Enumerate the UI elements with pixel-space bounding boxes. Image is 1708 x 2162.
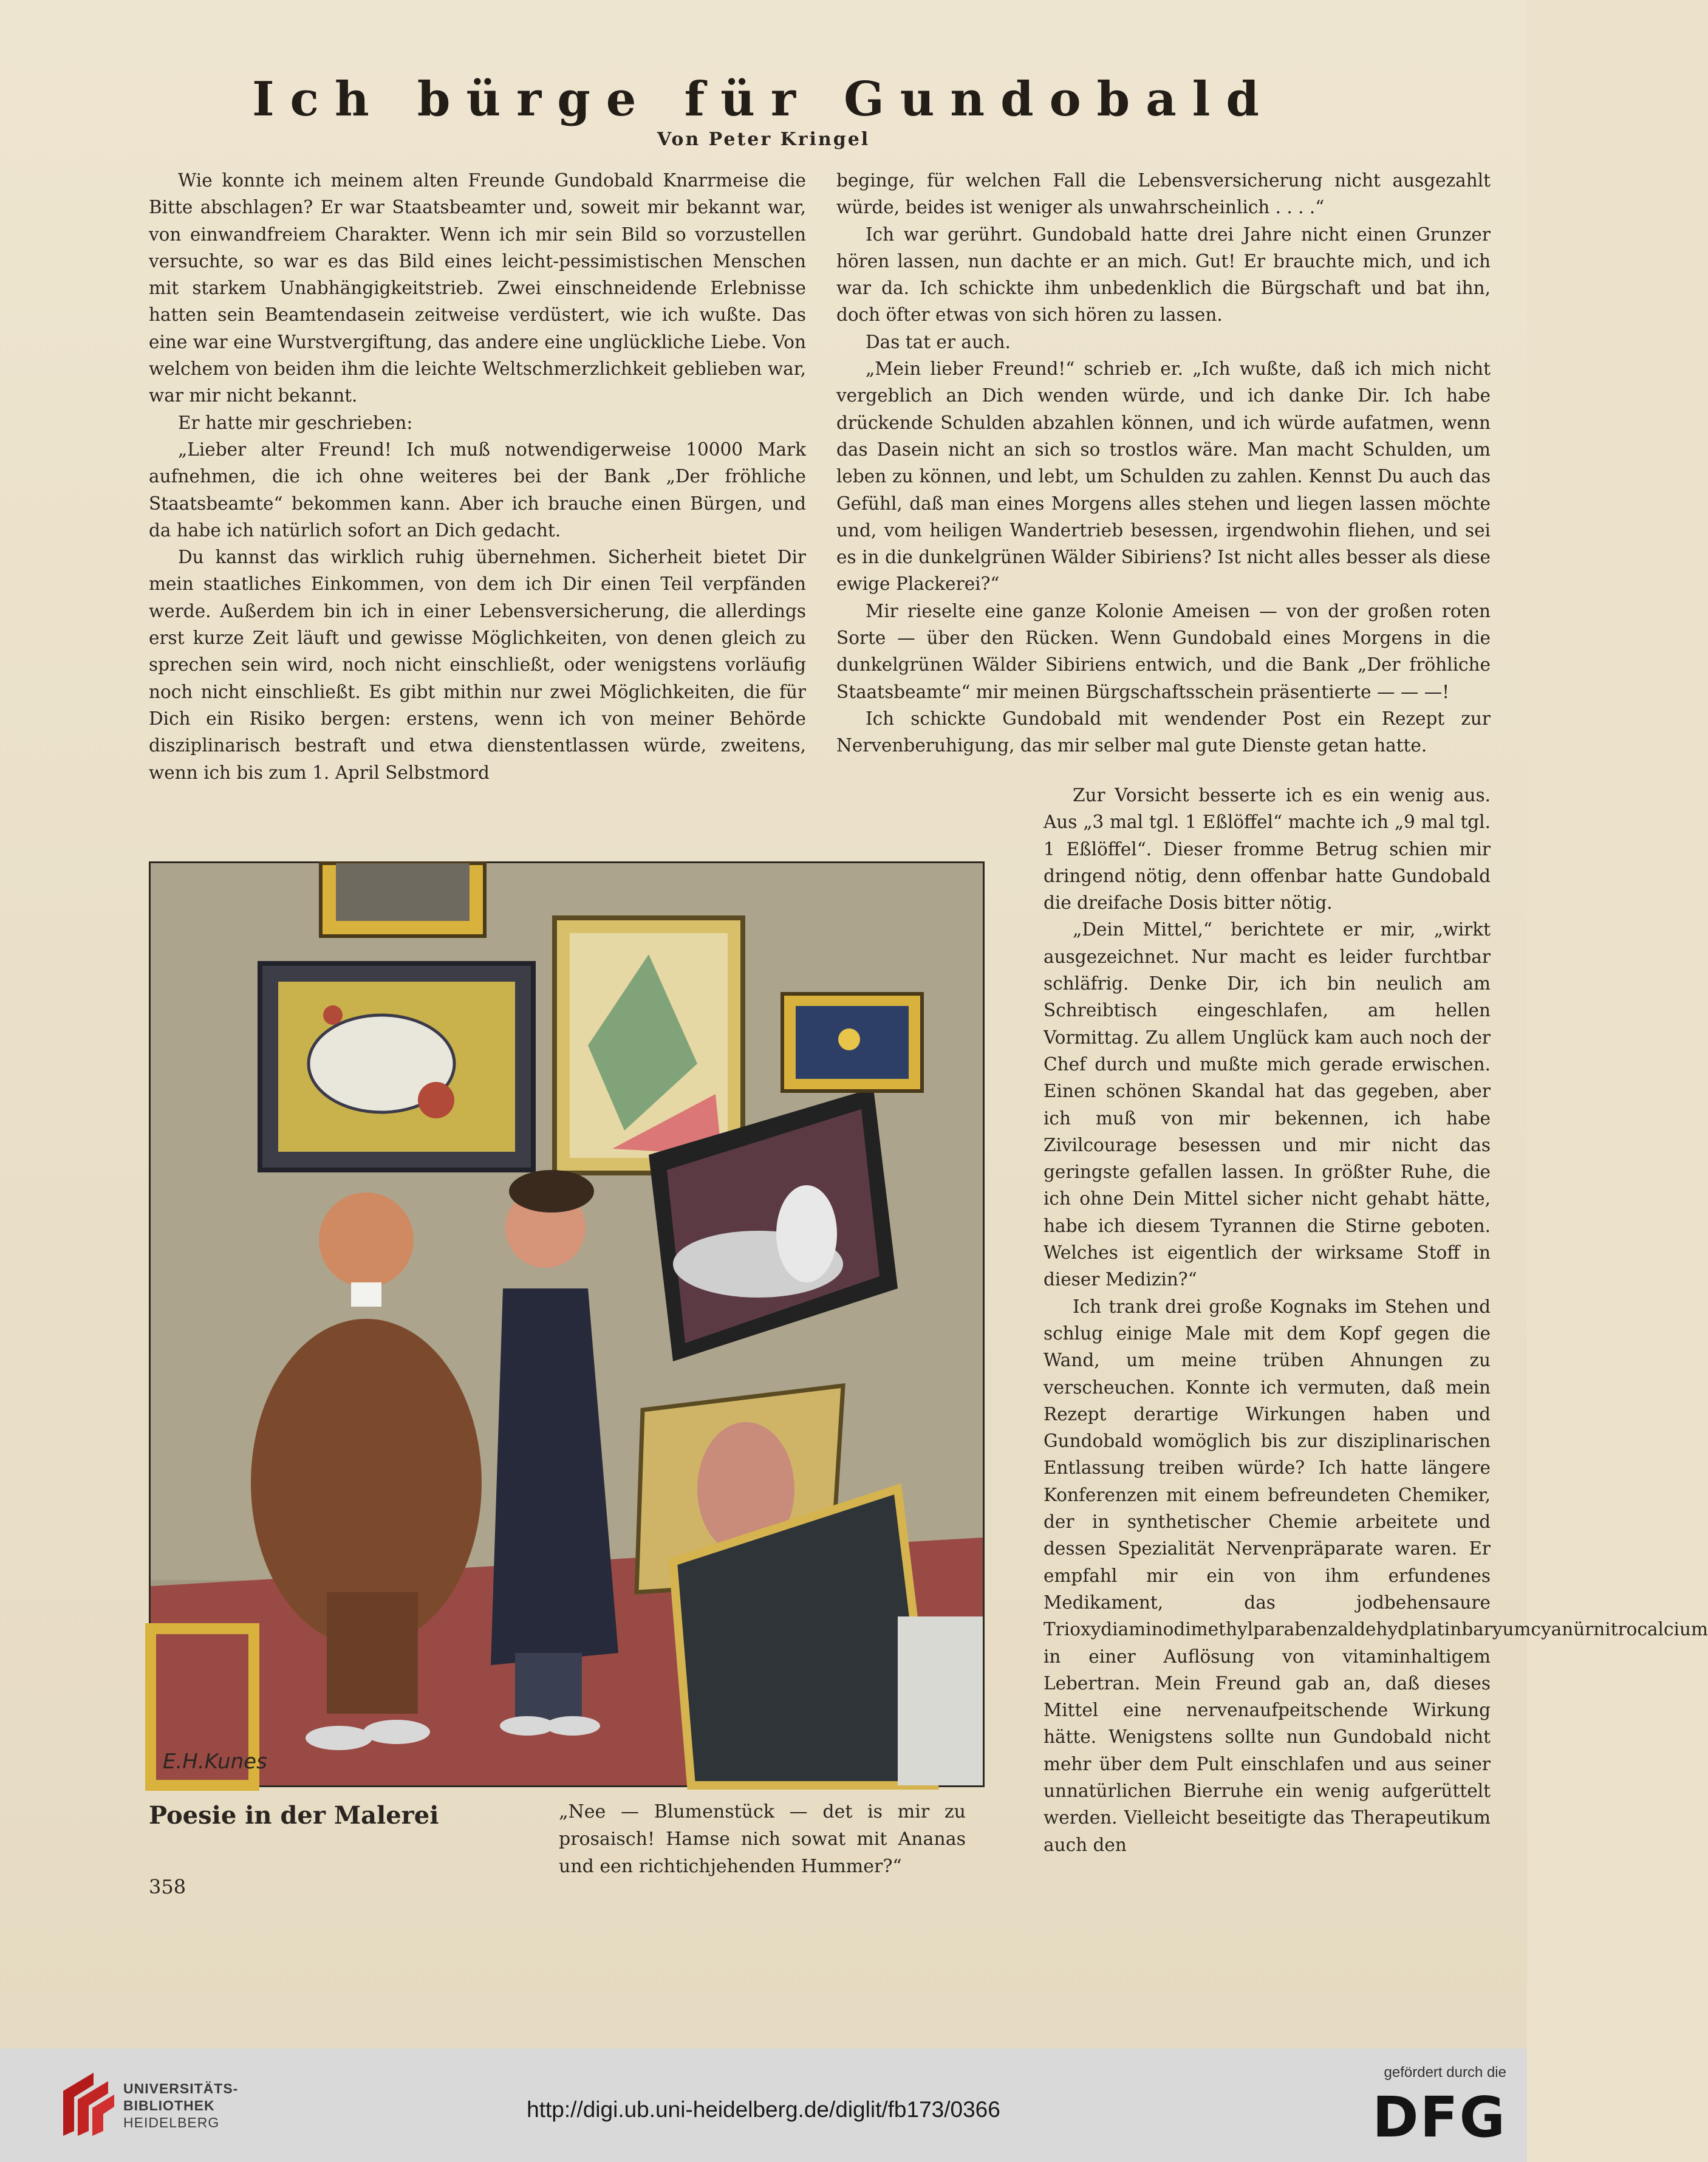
permalink-url[interactable]: http://digi.ub.uni-heidelberg.de/diglit/fb173/0366 <box>527 2097 1000 2122</box>
paragraph: Das tat er auch. <box>866 331 1011 352</box>
paragraph: Ich trank drei große Kognaks im Stehen und schlug einige Male mit dem Kopf gegen die Wand, um meine trüben Ahnungen zu verscheuchen. Konnte ich vermuten, daß mein Rezept derartige Wirkungen haben und Gundobald womöglich bis zur disziplinarischen Entlassung treiben würde? Ich hatte längere Konferenzen mit einem befreundeten Chemiker, der in synthetischer Chemie arbeitete und dessen Spezialität Nervenpräparate waren. Er empfahl mir ein von ihm erfundenes Medikament, das jodbehensaure Trioxydiaminodimethylparabenzaldehydplatinbaryumcyanürnitrocalcium in einer Auflösung von vitaminhaltigem Lebertran. Mein Freund gab an, daß dieses Mittel eine nervenaufpeitschende Wirkung hätte. Wenigstens sollte nun Gundobald nicht mehr über dem Pult einschlafen und aus seiner unnatürlichen Bierruhe ein wenig aufgerüttelt werden. Vielleicht beseitigte das Therapeutikum auch den <box>1044 1296 1708 1855</box>
paragraph: „Dein Mittel,“ berichtete er mir, „wirkt ausgezeichnet. Nur macht es leider furchtbar schläfrig. Denke Dir, ich bin neulich am Schreibtisch eingeschlafen, am hellen Vormittag. Zu allem Unglück kam auch noch der Chef durch und mußte mich gerade erwischen. Einen schönen Skandal hat das gegeben, aber ich muß von mir bekennen, ich habe Zivilcourage besessen und mir nicht das geringste gefallen lassen. In größter Ruhe, die ich ohne Dein Mittel sicher nicht gehabt hätte, habe ich diesem Tyrannen die Stirne geboten. Welches ist eigentlich der wirksame Stoff in dieser Medizin?“ <box>1044 919 1491 1290</box>
right-column-narrow <box>1044 782 1708 1858</box>
paragraph: Ich schickte Gundobald mit wendender Post ein Rezept zur Nervenberuhigung, das mir selber mal gute Dienste getan hatte. <box>836 708 1491 756</box>
paragraph: Zur Vorsicht besserte ich es ein wenig aus. Aus „3 mal tgl. 1 Eßlöffel“ machte ich „9 mal tgl. 1 Eßlöffel“. Dieser fromme Betrug schien mir dringend nötig, denn offenbar hatte Gundobald die dreifache Dosis bitter nötig. <box>1044 785 1491 914</box>
paragraph: beginge, für welchen Fall die Lebensversicherung nicht ausgezahlt würde, beides ist weniger als unwahrscheinlich . . . .“ <box>836 170 1491 218</box>
funded-by-label: gefördert durch die <box>1384 2064 1506 2081</box>
paragraph: Du kannst das wirklich ruhig übernehmen. Sicherheit bietet Dir mein staatliches Einkommen, von dem ich Dir einen Teil verpfänden werde. Außerdem bin ich in einer Lebensversicherung, die allerdings erst kurze Zeit läuft und gewisse Möglichkeiten, von denen gleich zu sprechen sein wird, noch nicht einschließt, oder wenigstens vorläufig noch nicht einschließt. Es gibt mithin nur zwei Möglichkeiten, die für Dich ein Risiko bergen: erstens, wenn ich von meiner Behörde disziplinarisch bestraft und etwa dienstentlassen würde, zweitens, wenn ich bis zum 1. April Selbstmord <box>149 547 806 783</box>
illustration-drawing <box>151 863 983 1785</box>
paragraph: Er hatte mir geschrieben: <box>178 412 413 433</box>
artist-signature: E.H.Kunes <box>163 1750 267 1774</box>
article-title: Ich bürge für Gundobald <box>252 72 1275 127</box>
radiator <box>898 1616 983 1785</box>
man-brown-head <box>319 1192 414 1287</box>
paragraph: Mir rieselte eine ganze Kolonie Ameisen — von der großen roten Sorte — über den Rücken. Wenn Gundobald eines Morgens in die dunkelgrünen Wälder Sibiriens entwich, und die Bank „Der fröhliche Staatsbeamte“ mir meinen Bürgschaftsschein präsentierte — — —! <box>836 600 1491 702</box>
left-column <box>149 167 806 786</box>
article-byline: Von Peter Kringel <box>657 129 870 150</box>
illustration-caption-title: Poesie in der Malerei <box>149 1801 439 1830</box>
illustration-caption-quote: „Nee — Blumenstück — det is mir zu prosaisch! Hamse nich sowat mit Ananas und een richtichjehenden Hummer?“ <box>559 1801 966 1877</box>
viewer-footer <box>0 2048 1527 2162</box>
institution-line: BIBLIOTHEK <box>123 2098 215 2113</box>
institution-line: HEIDELBERG <box>123 2115 220 2130</box>
dfg-logo[interactable]: DFG <box>1372 2085 1506 2150</box>
paragraph: Ich war gerührt. Gundobald hatte drei Jahre nicht einen Grunzer hören lassen, nun dachte er an mich. Gut! Er brauchte mich, und ich war da. Ich schickte ihm unbedenklich die Bürgschaft und bat ihn, doch öfter etwas von sich hören zu lassen. <box>836 224 1491 326</box>
right-column-top <box>836 167 1491 759</box>
institution-line: UNIVERSITÄTS- <box>123 2081 239 2096</box>
gallery-illustration <box>149 861 985 1787</box>
page-number: 358 <box>149 1875 186 1898</box>
paragraph: „Mein lieber Freund!“ schrieb er. „Ich wußte, daß ich mich nicht vergeblich an Dich wenden würde, und ich danke Dir. Ich habe drückende Schulden abzahlen können, und ich würde aufatmen, wenn das Dasein nicht an sich so trostlos wäre. Man macht Schulden, um leben zu können, und lebt, um Schulden zu zahlen. Kennst Du auch das Gefühl, daß man eines Morgens alles stehen und liegen lassen möchte und, vom heiligen Wandertrieb besessen, irgendwohin fliehen, und sei es in die dunkelgrünen Wälder Sibiriens? Ist nicht alles besser als diese ewige Plackerei?“ <box>836 358 1491 595</box>
paragraph: „Lieber alter Freund! Ich muß notwendigerweise 10000 Mark aufnehmen, die ich ohne weiteres bei der Bank „Der fröhliche Staatsbeamte“ bekommen kann. Aber ich brauche einen Bürgen, und da habe ich natürlich sofort an Dich gedacht. <box>149 439 806 541</box>
paragraph: Wie konnte ich meinem alten Freunde Gundobald Knarrmeise die Bitte abschlagen? Er war Staatsbeamter und, soweit mir bekannt war, von einwandfreiem Charakter. Wenn ich mir sein Bild so vorzustellen versuchte, so war es das Bild eines leicht-pessimistischen Menschen mit starkem Unabhängigkeitstrieb. Zwei einschneidende Erlebnisse hatten sein Beamtendasein zeitweise verdüstert, wie ich wußte. Das eine war eine Wurstvergiftung, das andere eine unglückliche Liebe. Von welchem von beiden ihm die leichte Weltschmerzlichkeit geblieben war, war mir nicht bekannt. <box>149 170 806 406</box>
